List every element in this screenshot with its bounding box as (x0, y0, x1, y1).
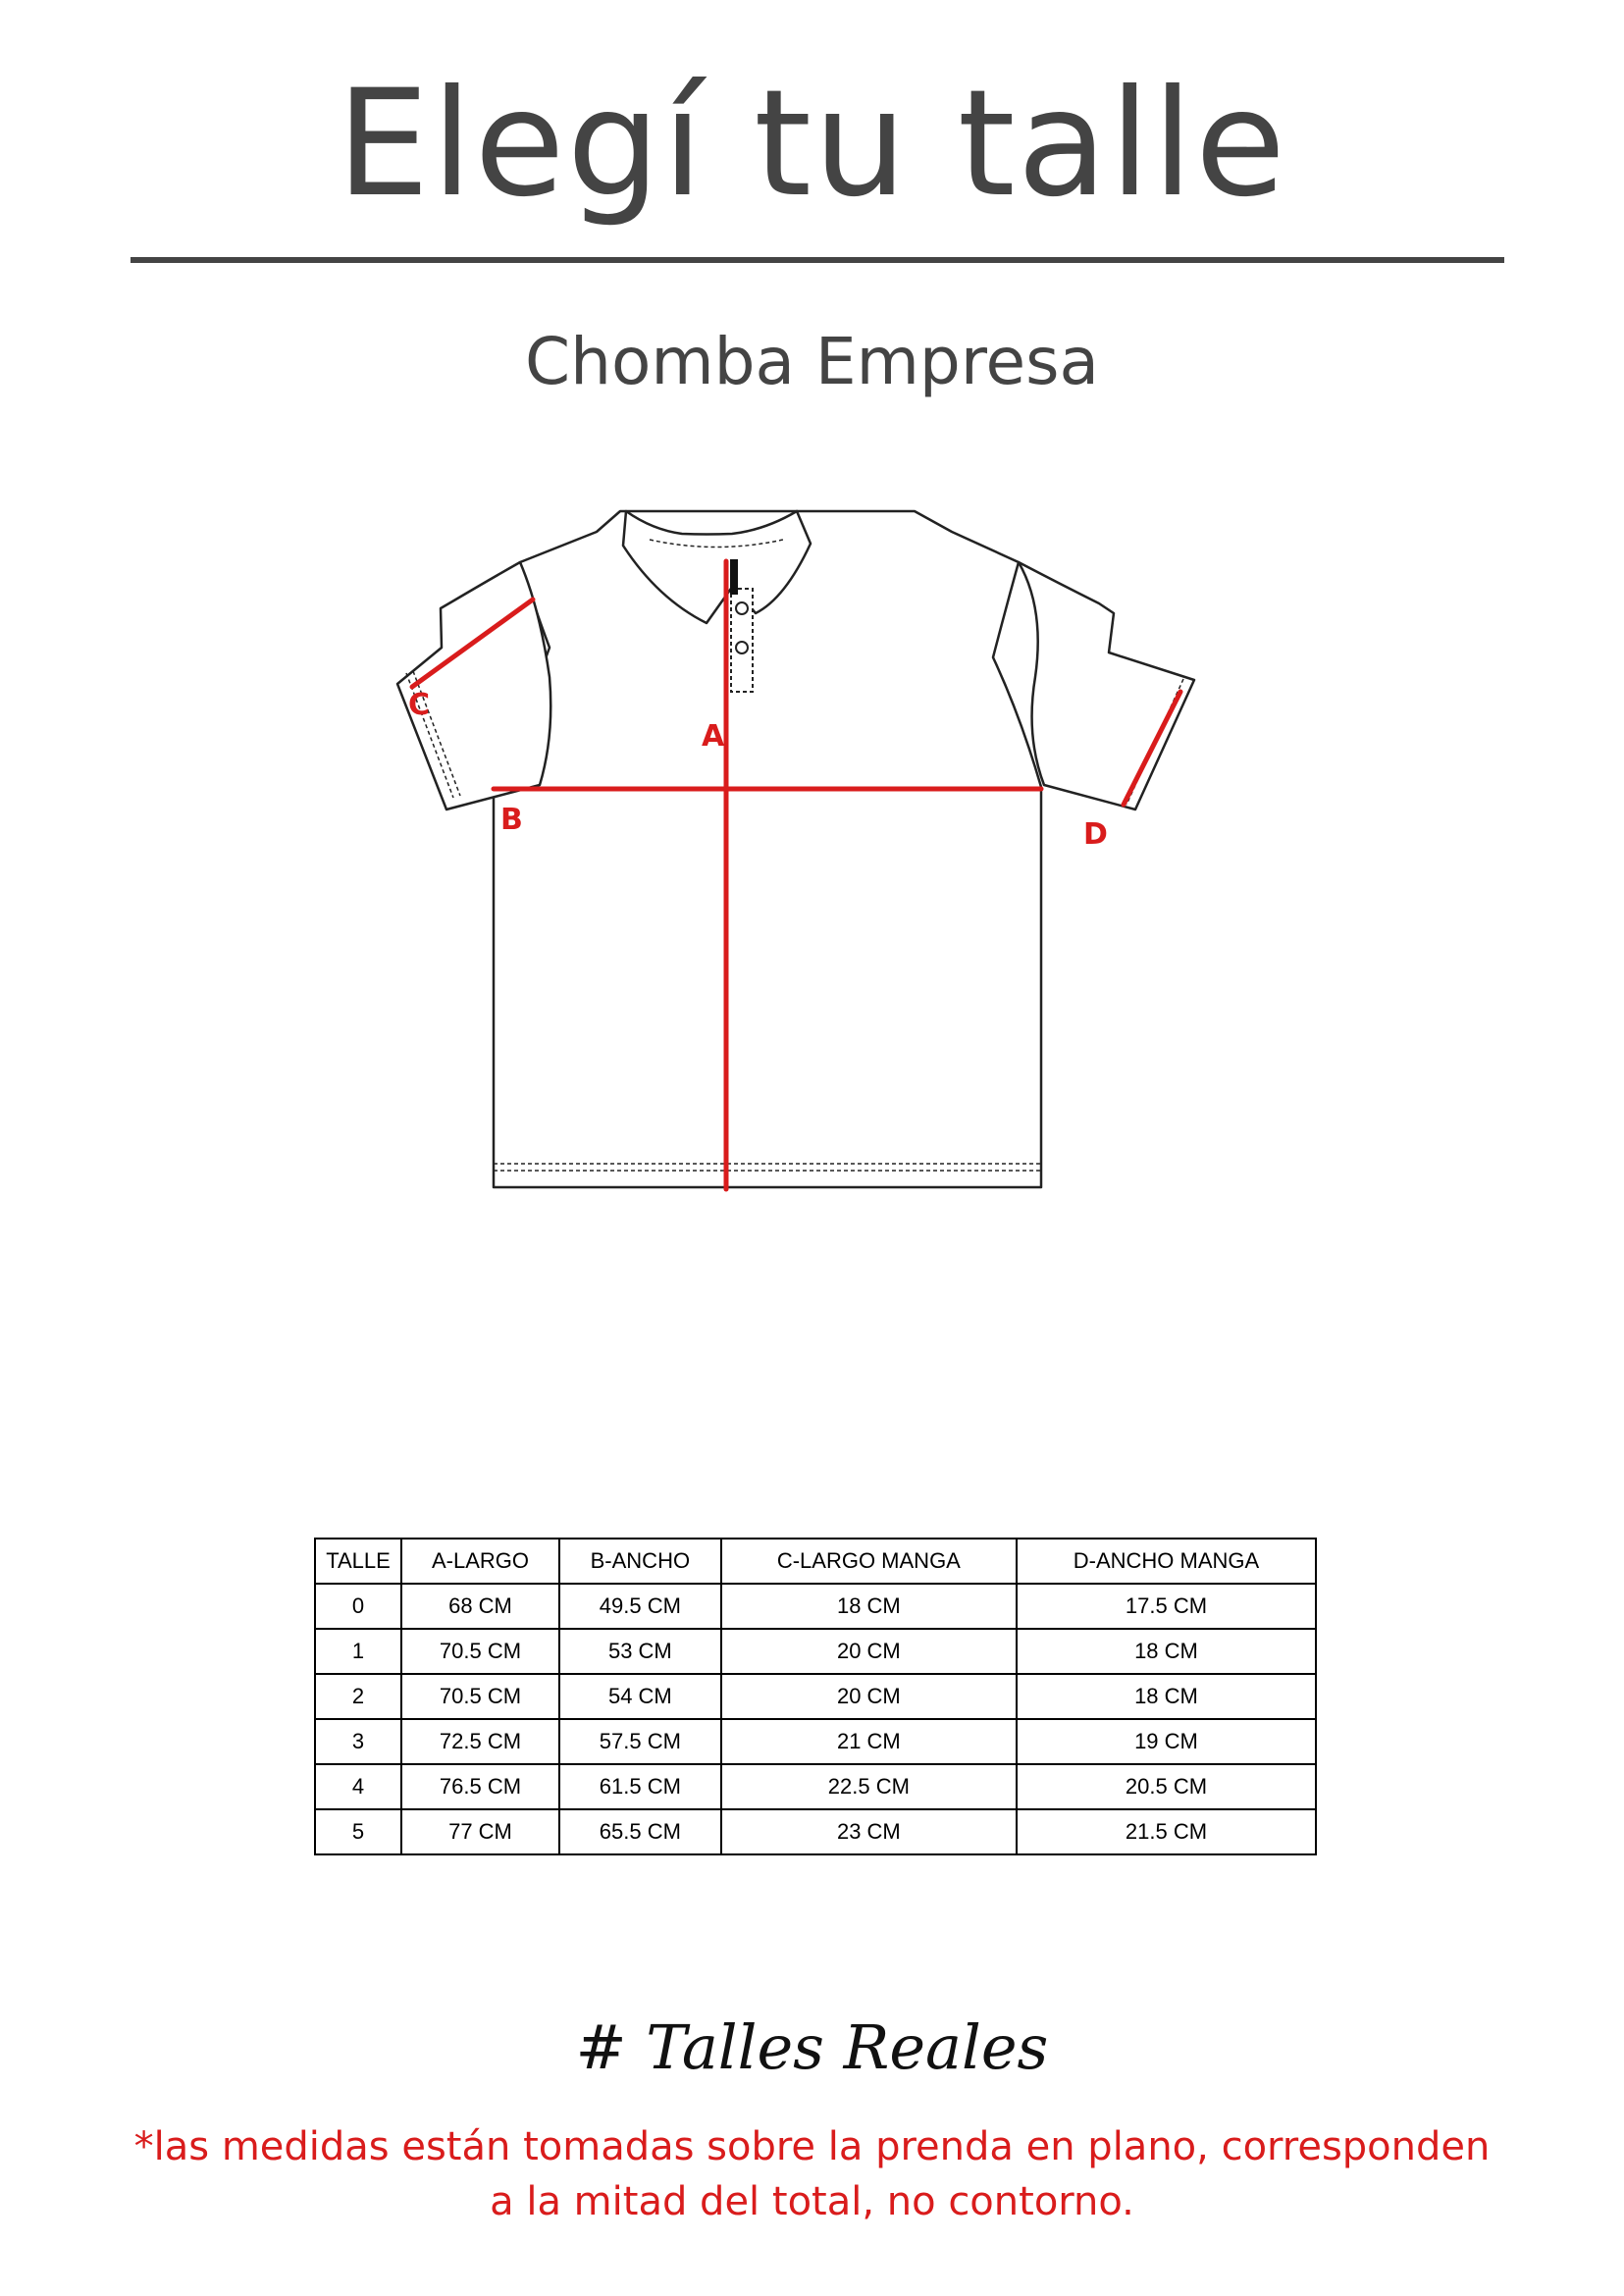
table-cell: 54 CM (559, 1674, 721, 1719)
table-cell: 65.5 CM (559, 1809, 721, 1854)
polo-shirt-diagram (393, 491, 1236, 1217)
table-cell: 18 CM (1017, 1674, 1316, 1719)
table-cell: 0 (315, 1584, 401, 1629)
label-b: B (500, 803, 523, 837)
table-cell: 20.5 CM (1017, 1764, 1316, 1809)
table-cell: 2 (315, 1674, 401, 1719)
right-sleeve (1019, 562, 1194, 809)
table-row (315, 1719, 1316, 1764)
table-row (315, 1764, 1316, 1809)
table-cell: 17.5 CM (1017, 1584, 1316, 1629)
table-cell: 21 CM (721, 1719, 1017, 1764)
table-row (315, 1629, 1316, 1674)
table-cell: 76.5 CM (401, 1764, 559, 1809)
button-icon (736, 602, 748, 614)
table-cell: 61.5 CM (559, 1764, 721, 1809)
button-icon (736, 642, 748, 653)
table-cell: 4 (315, 1764, 401, 1809)
table-cell: 20 CM (721, 1629, 1017, 1674)
shirt-body (494, 511, 1041, 1187)
table-row (315, 1809, 1316, 1854)
table-header-row (315, 1539, 1316, 1584)
table-cell: 5 (315, 1809, 401, 1854)
table-cell: 57.5 CM (559, 1719, 721, 1764)
table-cell: 20 CM (721, 1674, 1017, 1719)
table-cell: 68 CM (401, 1584, 559, 1629)
title-divider (131, 257, 1504, 263)
table-cell: 19 CM (1017, 1719, 1316, 1764)
table-cell: 18 CM (721, 1584, 1017, 1629)
table-row (315, 1584, 1316, 1629)
left-sleeve (397, 562, 550, 809)
note-line-1: *las medidas están tomadas sobre la prenda en plano, corresponden (133, 2124, 1491, 2169)
table-cell: 70.5 CM (401, 1629, 559, 1674)
product-name: Chomba Empresa (525, 324, 1099, 399)
table-cell: 22.5 CM (721, 1764, 1017, 1809)
label-d: D (1083, 817, 1108, 852)
header-b-ancho: B-ANCHO (559, 1539, 721, 1584)
table-cell: 21.5 CM (1017, 1809, 1316, 1854)
table-cell: 3 (315, 1719, 401, 1764)
label-a: A (702, 719, 725, 754)
size-table (314, 1538, 1317, 1855)
header-talle: TALLE (315, 1539, 401, 1584)
table-cell: 18 CM (1017, 1629, 1316, 1674)
table-cell: 23 CM (721, 1809, 1017, 1854)
label-c: C (408, 688, 431, 722)
table-cell: 49.5 CM (559, 1584, 721, 1629)
table-cell: 72.5 CM (401, 1719, 559, 1764)
table-row (315, 1674, 1316, 1719)
header-c-largo-manga: C-LARGO MANGA (721, 1539, 1017, 1584)
header-d-ancho-manga: D-ANCHO MANGA (1017, 1539, 1316, 1584)
table-cell: 53 CM (559, 1629, 721, 1674)
note-line-2: a la mitad del total, no contorno. (490, 2179, 1134, 2224)
table-cell: 1 (315, 1629, 401, 1674)
table-cell: 70.5 CM (401, 1674, 559, 1719)
measurement-note (98, 2119, 1526, 2229)
header-a-largo: A-LARGO (401, 1539, 559, 1584)
page-title: Elegí tu talle (336, 59, 1288, 230)
hashtag-signature: # Talles Reales (575, 2011, 1049, 2083)
table-cell: 77 CM (401, 1809, 559, 1854)
